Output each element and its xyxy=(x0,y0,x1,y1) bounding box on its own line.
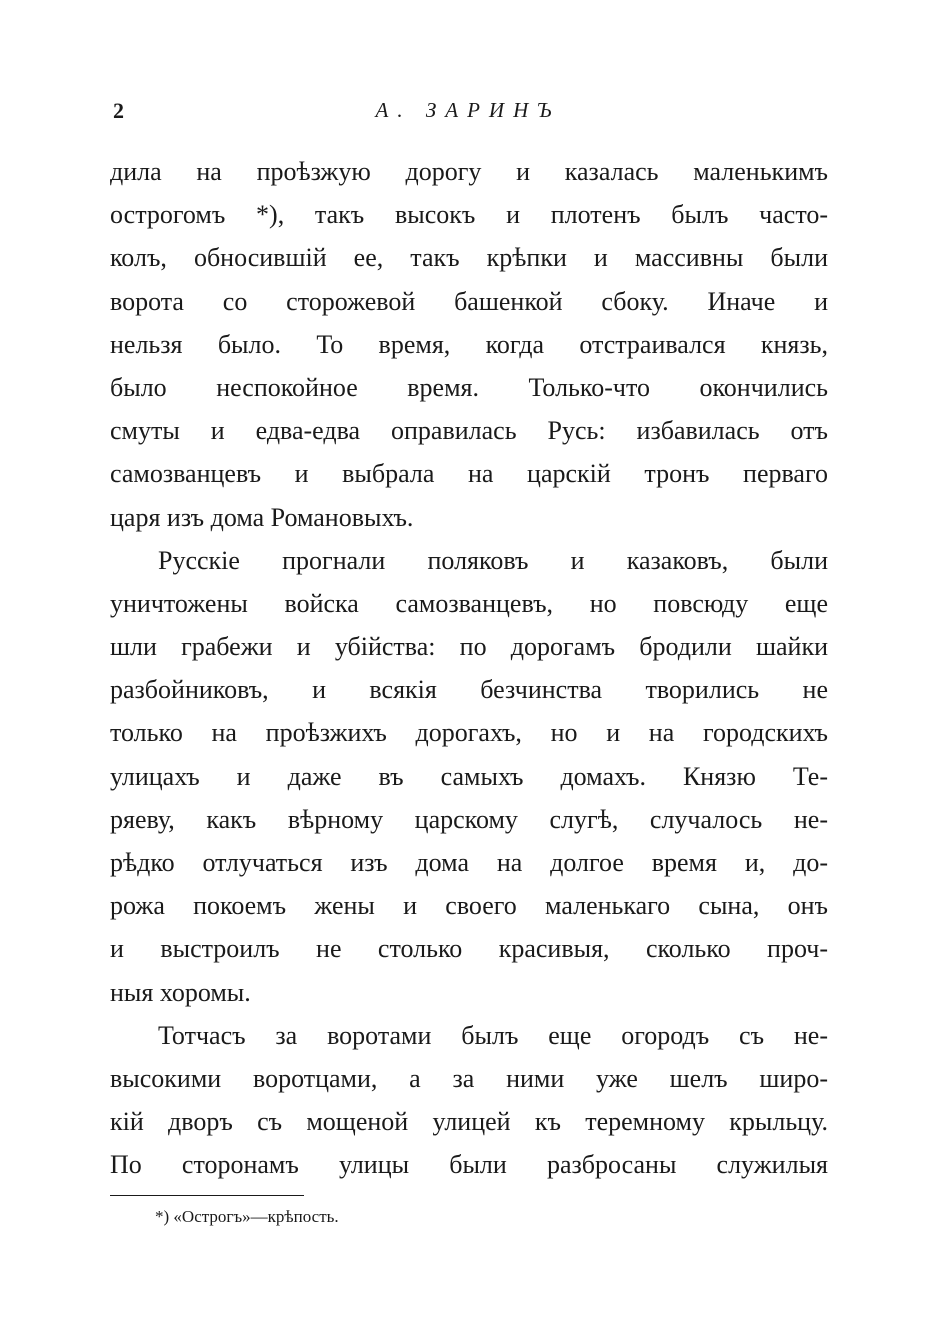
text-line: и выстроилъ не столько красивыя, сколько проч- xyxy=(110,934,828,964)
text-line: смуты и едва-едва оправилась Русь: избавилась отъ xyxy=(110,416,828,446)
text-line: царя изъ дома Романовыхъ. xyxy=(110,502,414,532)
text-line: только на проѣзжихъ дорогахъ, но и на городскихъ xyxy=(110,718,828,748)
footnote-divider xyxy=(110,1195,304,1196)
text-line: разбойниковъ, и всякія безчинства творились не xyxy=(110,675,828,705)
paragraph-1 xyxy=(110,150,828,539)
text-line: уничтожены войска самозванцевъ, но повсюду еще xyxy=(110,588,828,618)
text-line: высокими воротцами, а за ними уже шелъ широ- xyxy=(110,1063,828,1093)
text-line: улицахъ и даже въ самыхъ домахъ. Князю Те- xyxy=(110,761,828,791)
text-line: Русскіе прогнали поляковъ и казаковъ, были xyxy=(158,545,828,575)
body-text xyxy=(110,150,828,1187)
text-line: самозванцевъ и выбрала на царскій тронъ перваго xyxy=(110,459,828,489)
text-line: ряеву, какъ вѣрному царскому слугѣ, случалось не- xyxy=(110,804,828,834)
text-line: По сторонамъ улицы были разбросаны служилыя xyxy=(110,1150,828,1180)
footnote: *) «Острогъ»—крѣпость. xyxy=(155,1207,339,1226)
paragraph-2 xyxy=(110,539,828,1014)
paragraph-3 xyxy=(110,1014,828,1187)
text-line: ворота со сторожевой башенкой сбоку. Иначе и xyxy=(110,286,828,316)
text-line: колъ, обносившій ее, такъ крѣпки и массивны были xyxy=(110,243,828,273)
text-line: ныя хоромы. xyxy=(110,977,251,1007)
text-line: нельзя было. То время, когда отстраивался князь, xyxy=(110,329,828,359)
text-line: кій дворъ съ мощеной улицей къ теремному крыльцу. xyxy=(110,1107,828,1137)
text-line: Тотчасъ за воротами былъ еще огородъ съ не- xyxy=(158,1020,828,1050)
text-line: острогомъ *), такъ высокъ и плотенъ былъ часто- xyxy=(110,200,828,230)
running-head: А. ЗАРИНЪ xyxy=(375,98,561,122)
text-line: шли грабежи и убійства: по дорогамъ бродили шайки xyxy=(110,632,828,662)
page-number: 2 xyxy=(113,98,124,123)
text-line: было неспокойное время. Только-что окончились xyxy=(110,372,828,402)
text-line: дила на проѣзжую дорогу и казалась маленькимъ xyxy=(110,157,828,186)
text-line: рѣдко отлучаться изъ дома на долгое время и, до- xyxy=(110,848,828,877)
text-line: рожа покоемъ жены и своего маленькаго сына, онъ xyxy=(110,891,828,921)
